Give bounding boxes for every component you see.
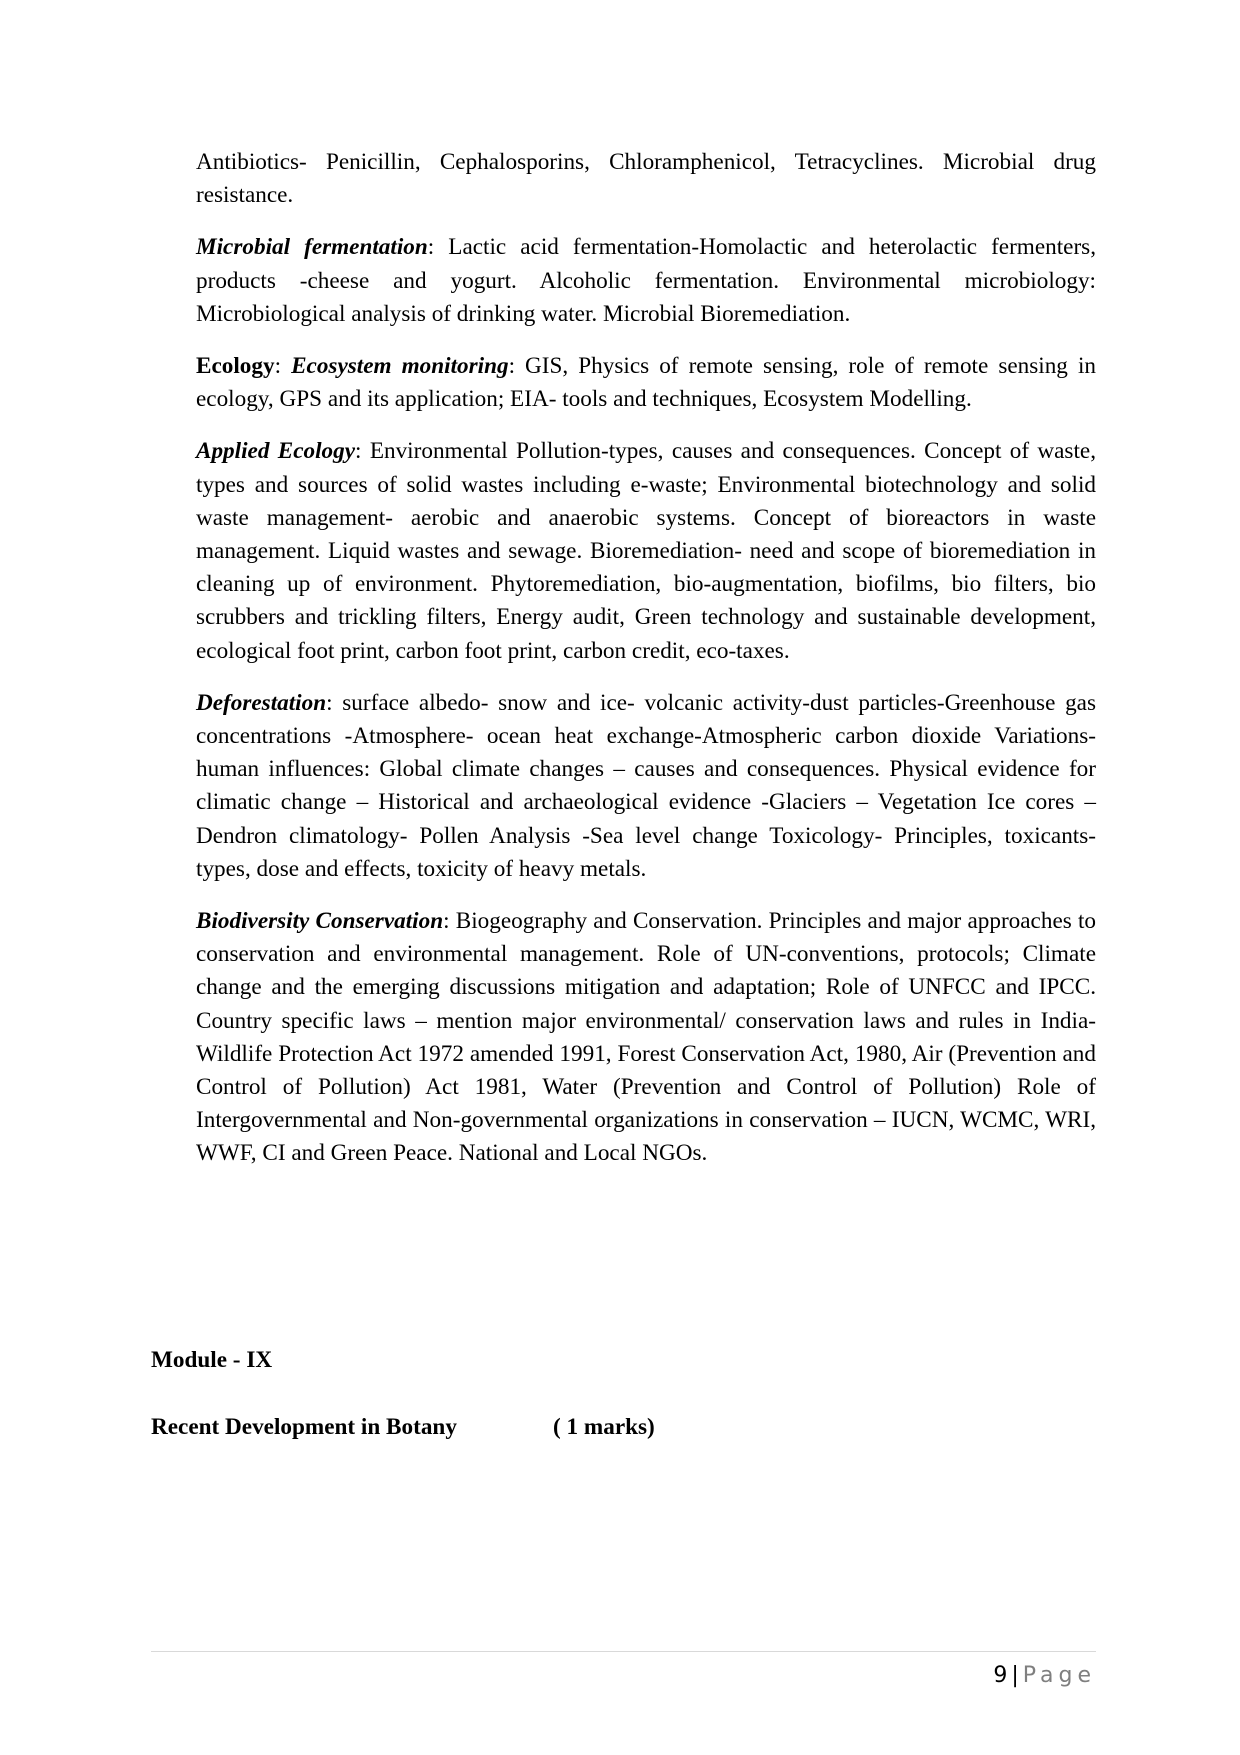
paragraph-antibiotics [196,146,1096,212]
section-lead: Ecosystem monitoring [291,353,509,380]
paragraph-ecology [196,350,1096,416]
paragraph-applied-ecology [196,435,1096,667]
paragraph-text: : surface albedo- snow and ice- volcanic activity-dust particles-Greenhouse gas concentrations -Atmosphere- ocean heat exchange-Atmospheric carbon dioxide Variations- human influences: Global climate changes – causes and consequences. Physical evidence for climatic change – Historical and archaeological evidence -Glaciers – Vegetation Ice cores – Dendron climatology- Pollen Analysis -Sea level change Toxicology- Principles, toxicants- types, dose and effects, toxicity of heavy metals. [196,689,1096,882]
document-body [196,146,1096,1190]
paragraph-text: : Environmental Pollution-types, causes and consequences. Concept of waste, types and sources of solid wastes including e-waste; Environmental biotechnology and solid waste management- aerobic and anaerobic systems. Concept of bioreactors in waste management. Liquid wastes and sewage. Bioremediation- need and scope of bioremediation in cleaning up of environment. Phytoremediation, bio-augmentation, biofilms, bio filters, bio scrubbers and trickling filters, Energy audit, Green technology and sustainable development, ecological foot print, carbon foot print, carbon credit, eco-taxes. [196,438,1096,664]
section-lead: Applied Ecology [196,438,356,465]
section-lead: Microbial fermentation [196,234,428,261]
topic-heading [151,1412,655,1442]
section-lead: Biodiversity Conservation [196,908,444,935]
module-heading: Module - IX [151,1347,273,1373]
page-number: 9 [993,1663,1008,1688]
paragraph-text: : Biogeography and Conservation. Principles and major approaches to conservation and environmental management. Role of UN-conventions, protocols; Climate change and the emerging discussions mitigation and adaptation; Role of UNFCC and IPCC. Country specific laws – mention major environmental/ conservation laws and rules in India-Wildlife Protection Act 1972 amended 1991, Forest Conservation Act, 1980, Air (Prevention and Control of Pollution) Act 1981, Water (Prevention and Control of Pollution) Role of Intergovernmental and Non-governmental organizations in conservation – IUCN, WCMC, WRI, WWF, CI and Green Peace. National and Local NGOs. [196,908,1096,1167]
separator: : [274,353,292,380]
footer-separator: | [1011,1663,1019,1688]
paragraph-text: : Lactic acid fermentation-Homolactic and heterolactic fermenters, products -cheese and yogurt. Alcoholic fermentation. Environmental microbiology: Microbiological analysis of drinking water. Microbial Bioremediation. [196,234,1097,327]
topic-marks: ( 1 marks) [553,1414,655,1440]
page-label: Page [1022,1663,1096,1688]
paragraph-microbial-fermentation [196,231,1096,331]
paragraph-biodiversity-conservation [196,905,1096,1171]
paragraph-text: : GIS, Physics of remote sensing, role of remote sensing in ecology, GPS and its application; EIA- tools and techniques, Ecosystem Modelling. [196,353,1096,413]
section-lead: Deforestation [196,689,327,716]
topic-title: Recent Development in Botany [151,1414,457,1440]
paragraph-deforestation [196,687,1096,886]
page-footer [993,1662,1096,1690]
paragraph-text: Antibiotics- Penicillin, Cephalosporins, Chloramphenicol, Tetracyclines. Microbial drug resistance. [196,149,1096,209]
footer-divider [151,1651,1096,1652]
section-category: Ecology [196,353,275,380]
